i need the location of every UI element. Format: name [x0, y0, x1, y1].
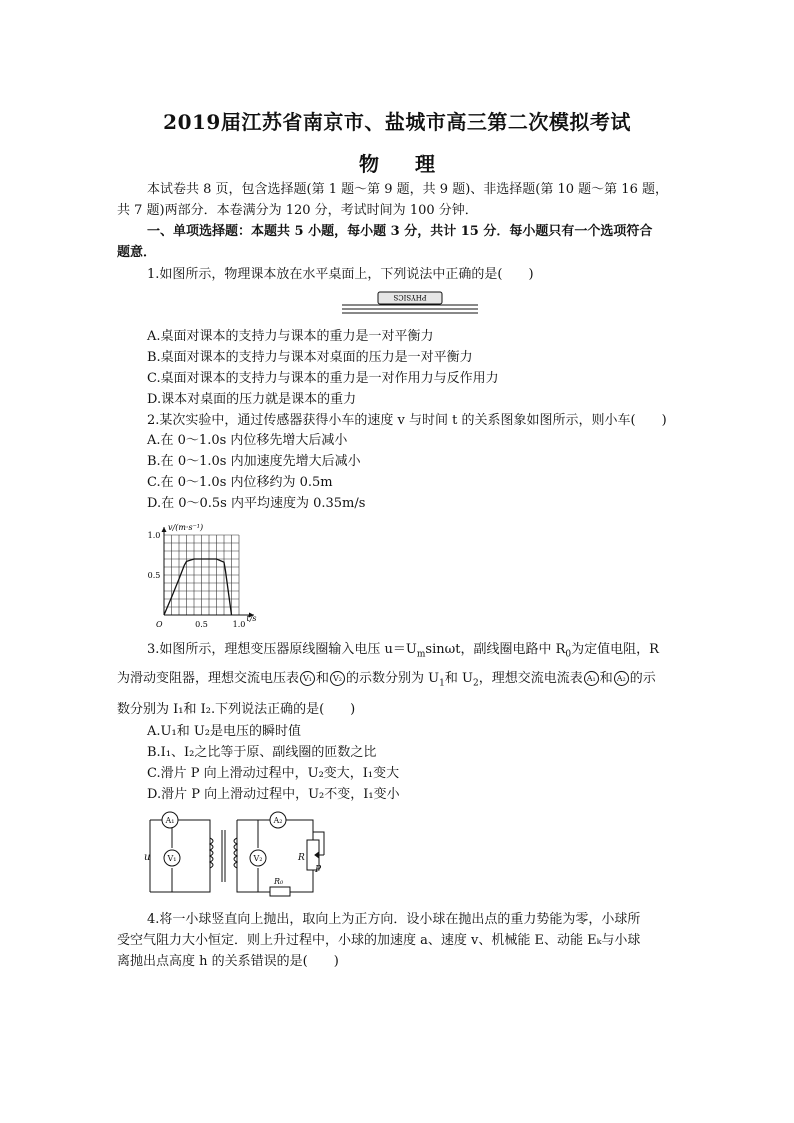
y-tick-label: 1.0 — [147, 531, 161, 540]
label-r0: R₀ — [274, 877, 284, 886]
q3-stem-line-1: 3.如图所示，理想变压器原线圈输入电压 $u=U_m\sin\omega t$，副线圈电路中 $R_0$为定值电阻，R — [147, 642, 659, 660]
q2-option-d: D.在 0～0.5s 内平均速度为 0.35m/s — [147, 496, 366, 511]
q2-option-b: B.在 0～1.0s 内加速度先增大后减小 — [147, 454, 361, 469]
page-title: 2019届江苏省南京市、盐城市高三第二次模拟考试 — [163, 110, 631, 134]
q3-stem-line-3: 数分别为 I₁和 I₂.下列说法正确的是( ) — [117, 702, 356, 717]
q3-option-a: A.U₁和 U₂是电压的瞬时值 — [147, 724, 301, 739]
q3-transformer-circuit — [140, 810, 340, 900]
q1-option-a: A.桌面对课本的支持力与课本的重力是一对平衡力 — [147, 329, 434, 344]
q2-vt-chart — [140, 515, 280, 635]
q4-line-1: 4.将一小球竖直向上抛出，取向上为正方向．设小球在抛出点的重力势能为零，小球所 — [147, 912, 641, 927]
q3-option-d: D.滑片 P 向上滑动过程中，U₂不变，I₁变小 — [147, 787, 400, 802]
label-u: u — [144, 852, 151, 863]
y-tick-label: 0.5 — [147, 571, 161, 580]
q2-option-a: A.在 0～1.0s 内位移先增大后减小 — [147, 433, 348, 448]
q1-figure-book-on-table — [340, 288, 480, 322]
book-label: PHYSICS — [393, 293, 427, 301]
x-tick-label: 0.5 — [195, 620, 208, 629]
origin-label: O — [156, 620, 163, 629]
intro-line-1: 本试卷共 8 页，包含选择题(第 1 题～第 9 题，共 9 题)、非选择题(第 10 题～第 16 题， — [147, 182, 668, 197]
y-axis-arrow-icon — [162, 527, 167, 532]
q3-option-c: C.滑片 P 向上滑动过程中，U₂变大，I₁变大 — [147, 766, 400, 781]
q4-line-3: 离抛出点高度 h 的关系错误的是( ) — [117, 954, 339, 969]
series-vt-line — [164, 559, 232, 615]
q4-line-2: 受空气阻力大小恒定．则上升过程中，小球的加速度 a、速度 v、机械能 E、动能 Eₖ与小球 — [117, 933, 641, 948]
label-a1: A₁ — [165, 816, 175, 825]
label-v1: V₁ — [167, 854, 177, 863]
q1-option-c: C.桌面对课本的支持力与课本的重力是一对作用力与反作用力 — [147, 371, 499, 386]
x-tick-label: 1.0 — [232, 620, 246, 629]
intro-line-2: 共 7 题)两部分．本卷满分为 120 分，考试时间为 100 分钟． — [117, 203, 478, 218]
section-heading-line-1: 一、单项选择题：本题共 5 小题，每小题 3 分，共计 15 分．每小题只有一个选项符合 — [147, 224, 653, 239]
q2-stem: 2.某次实验中，通过传感器获得小车的速度 v 与时间 t 的关系图象如图所示，则小车( ) — [147, 413, 667, 428]
label-v2: V₂ — [253, 854, 263, 863]
section-heading-line-2: 题意． — [117, 245, 157, 260]
q3-stem-line-2: 为滑动变阻器，理想交流电压表 V₁ 和 V₂ 的示数分别为 $U_1$和 $U_2$，理想交流电流表 A₁ 和 A₂ 的示 — [117, 671, 656, 689]
y-axis-label: v/(m·s⁻¹) — [168, 523, 204, 532]
ammeter-a2-icon: A₂ — [614, 671, 629, 686]
q1-stem: 1.如图所示，物理课本放在水平桌面上，下列说法中正确的是( ) — [147, 267, 534, 282]
label-a2: A₂ — [273, 816, 283, 825]
resistor-r0 — [270, 887, 290, 896]
label-r: R — [298, 853, 305, 863]
q1-option-d: D.课本对桌面的压力就是课本的重力 — [147, 392, 357, 407]
ammeter-a1-icon: A₁ — [584, 671, 599, 686]
q3-option-b: B.I₁、I₂之比等于原、副线圈的匝数之比 — [147, 745, 377, 760]
q1-option-b: B.桌面对课本的支持力与课本对桌面的压力是一对平衡力 — [147, 350, 473, 365]
voltmeter-v2-icon: V₂ — [330, 671, 345, 686]
subject-title: 物理 — [359, 152, 471, 176]
voltmeter-v1-icon: V₁ — [300, 671, 315, 686]
label-p: P — [315, 865, 322, 875]
x-axis-label: t/s — [246, 614, 257, 623]
q2-option-c: C.在 0～1.0s 内位移约为 0.5m — [147, 475, 333, 490]
